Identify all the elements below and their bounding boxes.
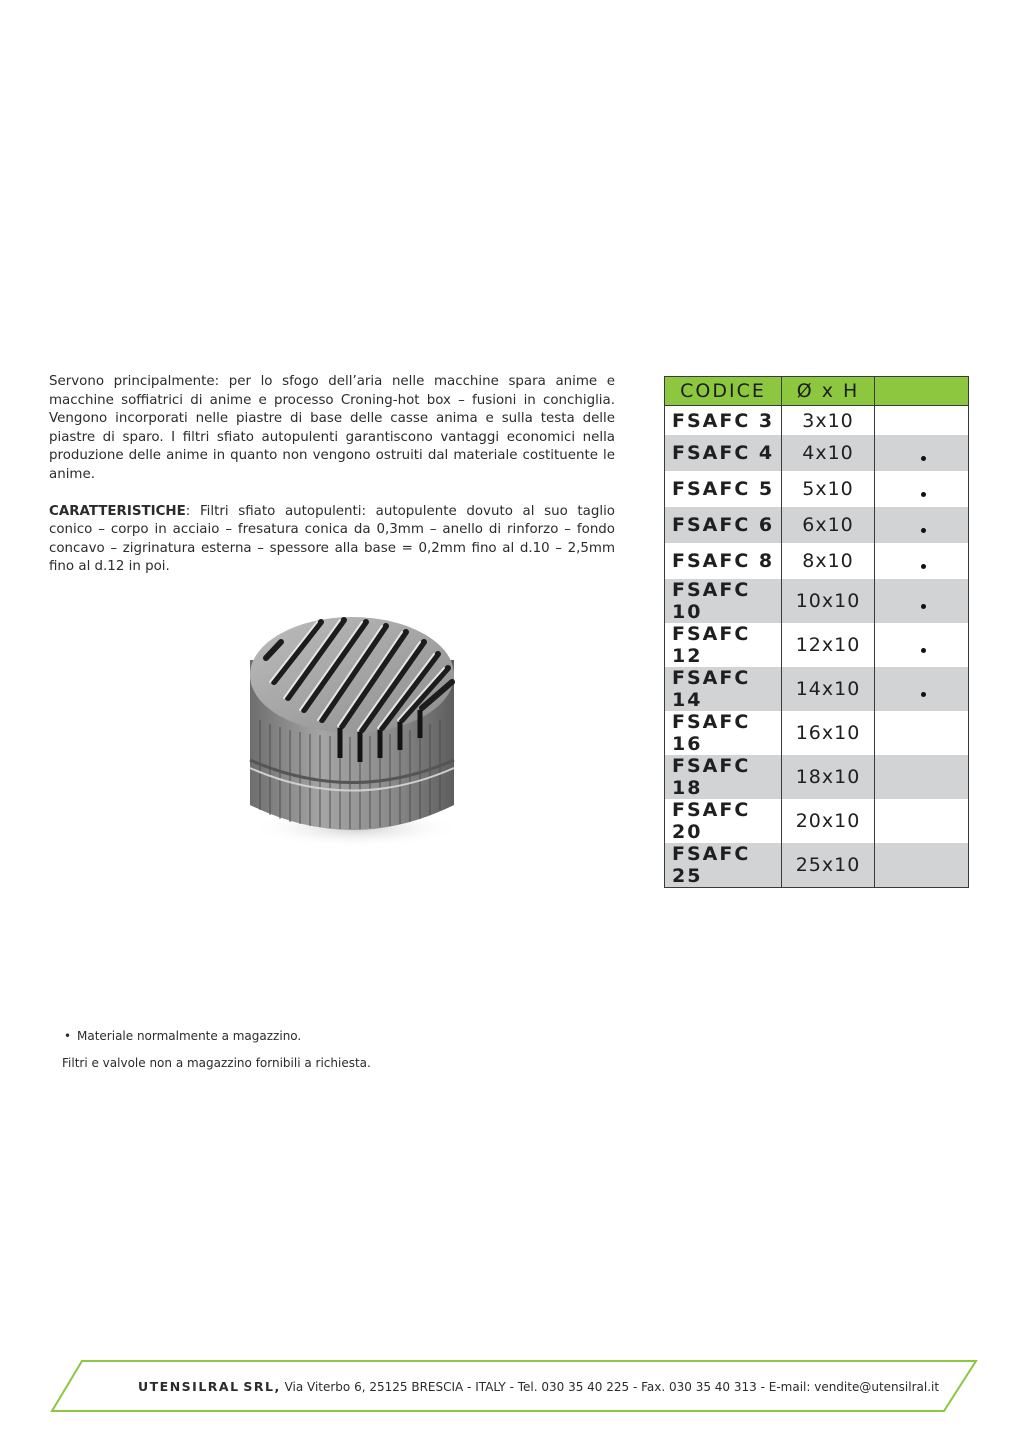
table-header-row <box>665 377 969 406</box>
table-row <box>665 406 969 436</box>
dimension-cell: 4x10 <box>782 435 875 471</box>
code-cell: FSAFC 14 <box>665 667 782 711</box>
dimension-cell: 20x10 <box>782 799 875 843</box>
dimension-cell: 16x10 <box>782 711 875 755</box>
in-stock-dot-icon <box>921 456 926 461</box>
dimension-cell: 3x10 <box>782 406 875 436</box>
stock-cell <box>875 435 969 471</box>
description-paragraph: Servono principalmente: per lo sfogo dell’aria nelle macchine spara anime e macchine soffiatrici di anime e processo Croning-hot box – fusioni in conchiglia. Vengono incorporati nelle piastre di base delle casse anima e sulla testa delle piastre di sparo. I filtri sfiato autopulenti garantiscono vantaggi economici nella produzione delle anime in quanto non vengono ostruiti dal materiale costituente le anime. <box>49 374 615 482</box>
stock-note-line <box>64 1029 371 1043</box>
product-table <box>664 376 969 888</box>
stock-cell <box>875 579 969 623</box>
company-suffix: SRL, <box>243 1379 281 1394</box>
table-row <box>665 843 969 888</box>
code-cell: FSAFC 3 <box>665 406 782 436</box>
table-row <box>665 799 969 843</box>
code-cell: FSAFC 10 <box>665 579 782 623</box>
stock-cell <box>875 543 969 579</box>
footer-text <box>138 1379 939 1394</box>
stock-cell <box>875 711 969 755</box>
stock-cell <box>875 755 969 799</box>
table-row <box>665 667 969 711</box>
stock-cell <box>875 623 969 667</box>
stock-cell <box>875 507 969 543</box>
notes <box>62 1029 371 1070</box>
code-cell: FSAFC 25 <box>665 843 782 888</box>
header-codice: CODICE <box>665 377 782 406</box>
company-name: UTENSILRAL <box>138 1379 240 1394</box>
intro-text <box>49 373 615 577</box>
table-row <box>665 755 969 799</box>
code-cell: FSAFC 5 <box>665 471 782 507</box>
dimension-cell: 12x10 <box>782 623 875 667</box>
dimension-cell: 25x10 <box>782 843 875 888</box>
stock-cell <box>875 406 969 436</box>
code-cell: FSAFC 8 <box>665 543 782 579</box>
in-stock-dot-icon <box>921 528 926 533</box>
header-dimensions: Ø x H <box>782 377 875 406</box>
dimension-cell: 14x10 <box>782 667 875 711</box>
table-row <box>665 507 969 543</box>
vent-filter-image <box>236 600 468 850</box>
dimension-cell: 10x10 <box>782 579 875 623</box>
request-note: Filtri e valvole non a magazzino fornibili a richiesta. <box>62 1056 371 1070</box>
table-row <box>665 543 969 579</box>
table-row <box>665 623 969 667</box>
features-label: CARATTERISTICHE <box>49 503 186 519</box>
code-cell: FSAFC 20 <box>665 799 782 843</box>
table-row <box>665 435 969 471</box>
stock-note: Materiale normalmente a magazzino. <box>77 1029 302 1043</box>
in-stock-dot-icon <box>921 692 926 697</box>
table-row <box>665 579 969 623</box>
stock-cell <box>875 667 969 711</box>
table-body <box>665 406 969 888</box>
in-stock-dot-icon <box>921 648 926 653</box>
bullet-icon: • <box>64 1029 72 1043</box>
features-paragraph <box>49 503 615 577</box>
code-cell: FSAFC 18 <box>665 755 782 799</box>
dimension-cell: 5x10 <box>782 471 875 507</box>
company-details: Via Viterbo 6, 25125 BRESCIA - ITALY - Tel. 030 35 40 225 - Fax. 030 35 40 313 - E-mail: vendite@utensilral.it <box>284 1380 940 1394</box>
features-text: : Filtri sfiato autopulenti: autopulente dovuto al suo taglio conico – corpo in acciaio – fresatura conica da 0,3mm – anello di rinforzo – fondo concavo – zigrinatura esterna – spessore alla base = 0,2mm fino al d.10 – 2,5mm fino al d.12 in poi. <box>49 503 615 575</box>
in-stock-dot-icon <box>921 492 926 497</box>
dimension-cell: 6x10 <box>782 507 875 543</box>
stock-cell <box>875 799 969 843</box>
stock-cell <box>875 843 969 888</box>
dimension-cell: 8x10 <box>782 543 875 579</box>
footer <box>50 1360 978 1412</box>
stock-cell <box>875 471 969 507</box>
in-stock-dot-icon <box>921 564 926 569</box>
code-cell: FSAFC 16 <box>665 711 782 755</box>
table-row <box>665 711 969 755</box>
code-cell: FSAFC 12 <box>665 623 782 667</box>
in-stock-dot-icon <box>921 604 926 609</box>
code-cell: FSAFC 6 <box>665 507 782 543</box>
dimension-cell: 18x10 <box>782 755 875 799</box>
table-row <box>665 471 969 507</box>
header-stock <box>875 377 969 406</box>
code-cell: FSAFC 4 <box>665 435 782 471</box>
